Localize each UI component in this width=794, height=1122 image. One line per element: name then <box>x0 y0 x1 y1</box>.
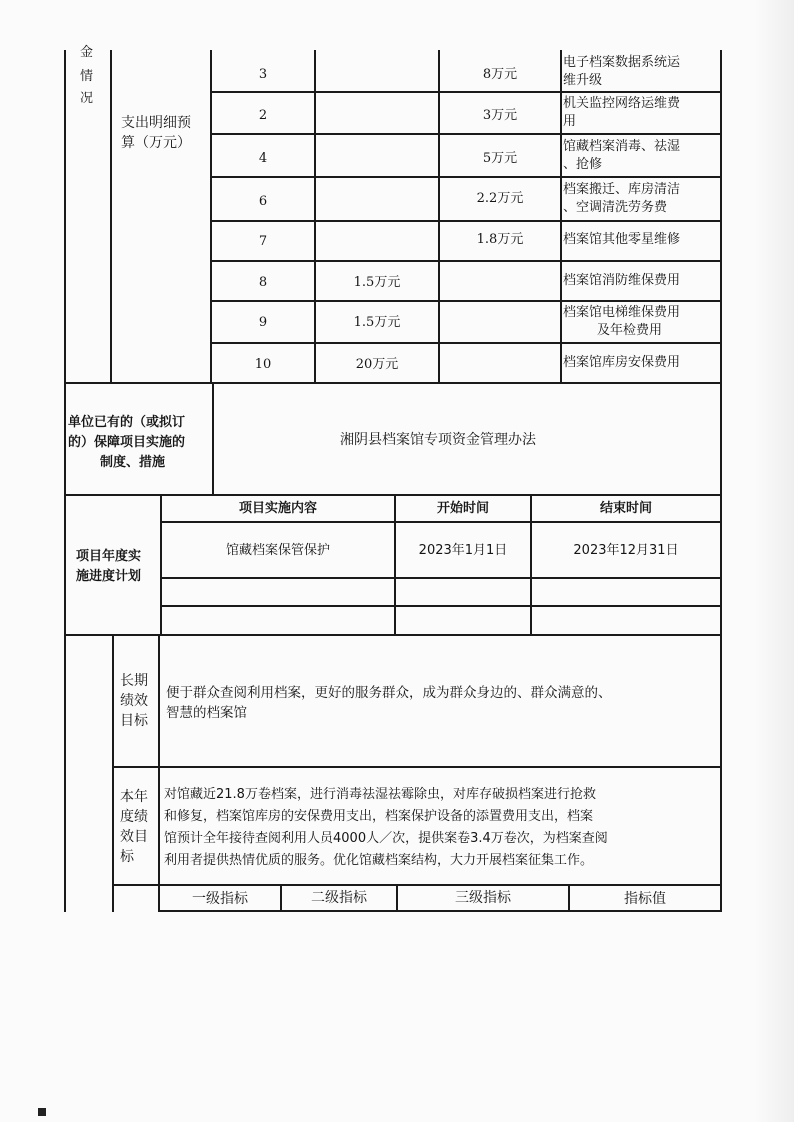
system-value: 湘阴县档案馆专项资金管理办法 <box>340 432 536 448</box>
scan-mark <box>38 1108 46 1116</box>
page-shadow <box>754 0 794 1122</box>
